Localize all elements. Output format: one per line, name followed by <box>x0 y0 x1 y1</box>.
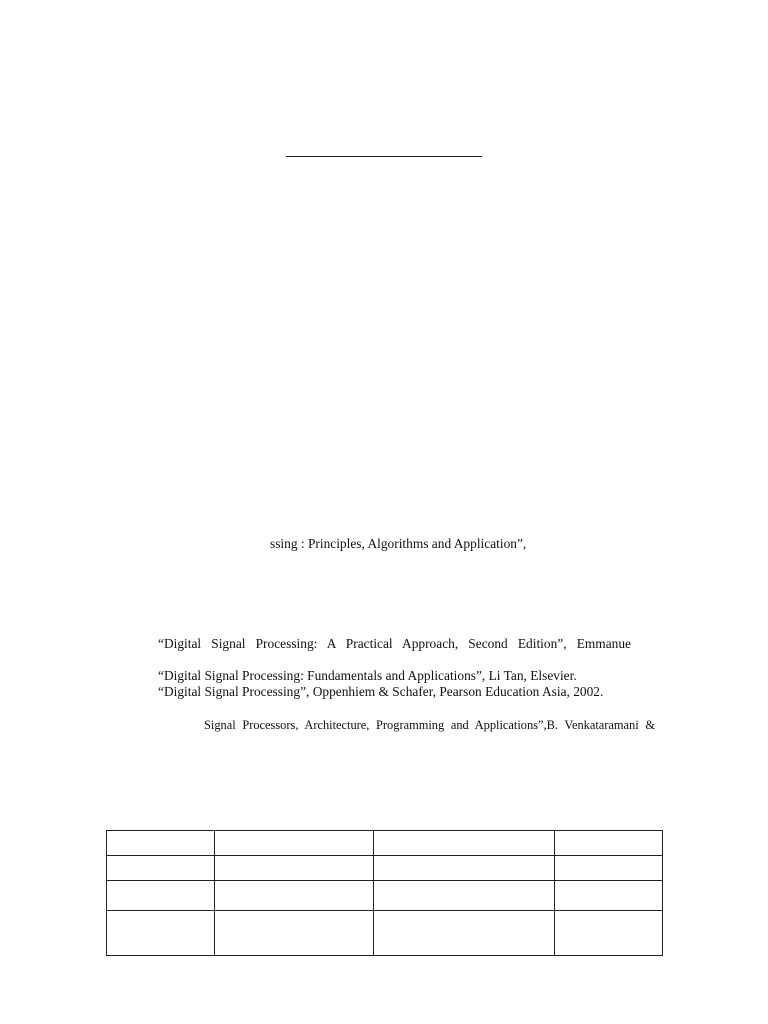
table-cell <box>555 856 663 881</box>
table-cell <box>374 881 555 911</box>
title-underline <box>286 156 482 157</box>
reference-line-1: ssing : Principles, Algorithms and Application”, <box>270 536 527 551</box>
table-cell <box>107 856 215 881</box>
table-cell <box>555 911 663 956</box>
table-cell <box>555 831 663 856</box>
table-cell <box>215 881 374 911</box>
table-cell <box>374 911 555 956</box>
reference-line-3: “Digital Signal Processing: Fundamentals and Applications”, Li Tan, Elsevier. <box>158 668 577 683</box>
table-cell <box>555 881 663 911</box>
table-cell <box>107 911 215 956</box>
reference-line-2: “Digital Signal Processing: A Practical Approach, Second Edition”, Emmanue <box>158 636 631 651</box>
table-cell <box>374 831 555 856</box>
empty-table <box>106 830 663 956</box>
table-cell <box>107 881 215 911</box>
table-cell <box>215 831 374 856</box>
table-row <box>107 831 663 856</box>
table-cell <box>215 911 374 956</box>
table-row <box>107 911 663 956</box>
reference-line-5: Signal Processors, Architecture, Programming and Applications”,B. Venkataramani & <box>204 718 655 732</box>
table-cell <box>374 856 555 881</box>
reference-line-4: “Digital Signal Processing”, Oppenhiem & Schafer, Pearson Education Asia, 2002. <box>158 684 604 699</box>
table-row <box>107 856 663 881</box>
table-cell <box>215 856 374 881</box>
table-row <box>107 881 663 911</box>
table-cell <box>107 831 215 856</box>
